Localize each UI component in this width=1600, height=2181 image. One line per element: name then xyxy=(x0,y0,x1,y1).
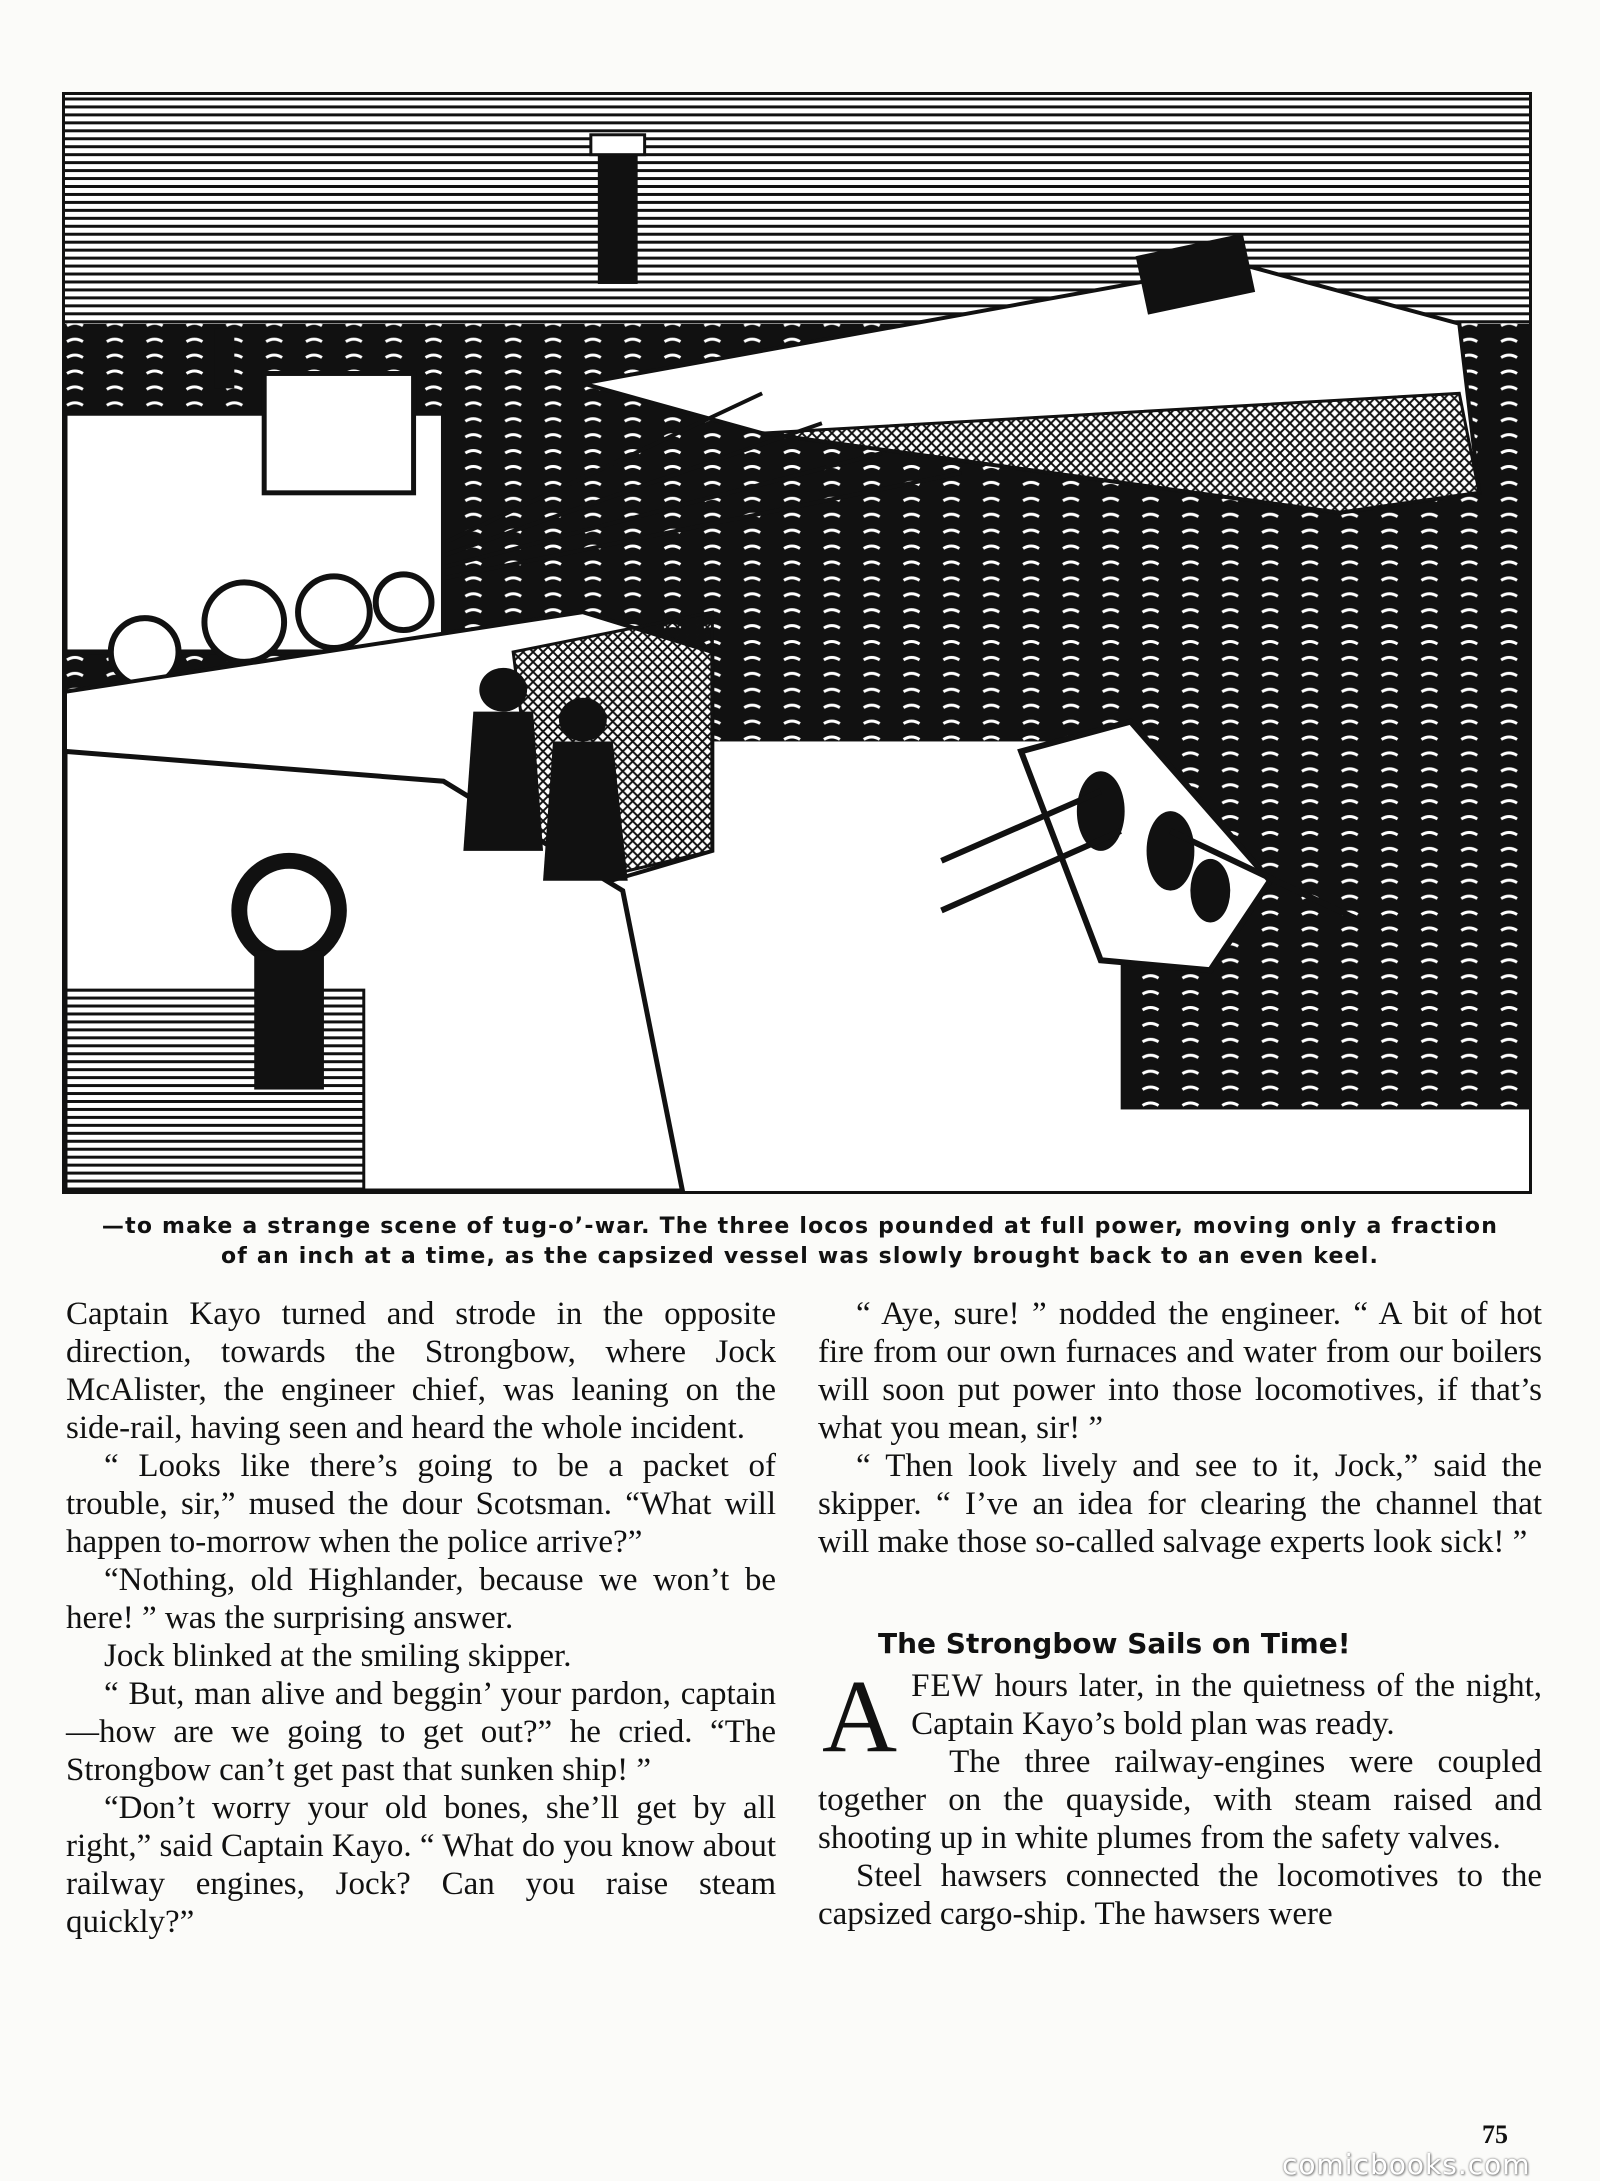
caption-line-2: of an inch at a time, as the capsized vessel was slowly brought back to an even keel. xyxy=(220,1244,1380,1269)
dropcap-paragraph-text: hours later, in the quietness of the night, Captain Kayo’s bold plan was ready. xyxy=(911,1668,1542,1742)
paragraph: “ Then look lively and see to it, Jock,” said the skipper. “ I’ve an idea for clearing the channel that will make those so-called salvage experts look sick! ” xyxy=(818,1448,1542,1560)
paragraph: Steel hawsers connected the locomotives to the capsized cargo-ship. The hawsers were xyxy=(818,1858,1542,1932)
paragraph: “ But, man alive and beggin’ your pardon, captain—how are we going to get out?” he cried. “The Strongbow can’t get past that sunken ship! ” xyxy=(66,1676,776,1788)
section-subheading: The Strongbow Sails on Time! xyxy=(878,1627,1351,1660)
lighthouse xyxy=(591,135,645,284)
right-text-column xyxy=(818,1295,1542,1933)
paragraph: “ Aye, sure! ” nodded the engineer. “ A bit of hot fire from our own furnaces and water from our boilers will soon put power into those locomotives, if that’s what you mean, sir! ” xyxy=(818,1296,1542,1446)
ventilator xyxy=(239,861,339,1090)
drop-cap-letter: A xyxy=(822,1659,898,1774)
paragraph: Jock blinked at the smiling skipper. xyxy=(104,1638,572,1674)
watermark: comicbooks.com xyxy=(1282,2148,1531,2181)
dropcap-paragraph xyxy=(818,1659,1542,1774)
illustration-caption xyxy=(70,1212,1530,1272)
small-caps-word: FEW xyxy=(911,1668,984,1704)
harbour-scene-drawing xyxy=(65,95,1529,1191)
story-illustration xyxy=(62,92,1532,1194)
paragraph: “Don’t worry your old bones, she’ll get by all right,” said Captain Kayo. “ What do you know about railway engines, Jock? Can you raise steam quickly?” xyxy=(66,1790,776,1940)
paragraph: The three railway-engines were coupled together on the quayside, with steam raised and shooting up in white plumes from the safety valves. xyxy=(818,1744,1542,1856)
paragraph: “ Looks like there’s going to be a packet of trouble, sir,” mused the dour Scotsman. “What will happen to-morrow when the police arrive?” xyxy=(66,1448,776,1560)
paragraph: “Nothing, old Highlander, because we won’t be here! ” was the surprising answer. xyxy=(66,1562,776,1636)
paragraph: Captain Kayo turned and strode in the opposite direction, towards the Strongbow, where Jock McAlister, the engineer chief, was leaning on the side-rail, having seen and heard the whole incident. xyxy=(66,1296,776,1446)
left-text-column xyxy=(66,1295,776,1941)
page-number: 75 xyxy=(1482,2120,1508,2149)
caption-line-1: —to make a strange scene of tug-o’-war. The three locos pounded at full power, moving only a fraction xyxy=(101,1214,1499,1239)
